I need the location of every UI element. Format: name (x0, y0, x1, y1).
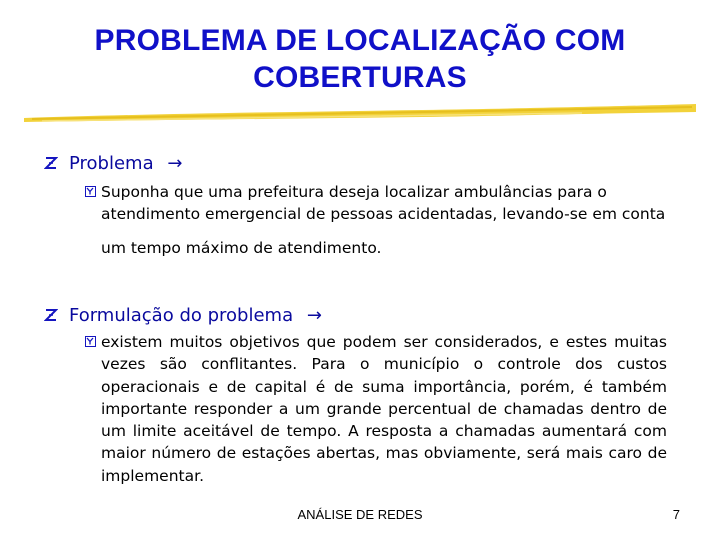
title-underline-brushstroke (22, 100, 698, 124)
text-line: existem muitos objetivos que podem ser considerados, e estes muitas (101, 333, 667, 351)
text-line: um tempo máximo de atendimento. (101, 238, 382, 257)
title-line-2: COBERTURAS (253, 61, 467, 94)
text-line: um limite aceitável de tempo. A resposta a chamadas aumentará com (101, 422, 667, 441)
bullet-label-formulacao: Formulação do problema (69, 305, 294, 326)
slide-title (20, 22, 700, 96)
arrow-right-icon: → (306, 305, 322, 326)
text-line: operacionais e de capital é de suma importância, porém, é também (101, 377, 667, 396)
y-checkbox-bullet-icon (85, 186, 96, 197)
y-checkbox-bullet-icon (85, 336, 96, 347)
footer-label: ANÁLISE DE REDES (297, 507, 423, 522)
text-line: maior número de estações abertas, mas obviamente, será mais caro de (101, 444, 667, 463)
arrow-right-icon: → (167, 153, 183, 174)
bullet-label-problema: Problema (69, 153, 154, 174)
z-bullet-icon (44, 308, 58, 322)
text-line: implementar. (101, 466, 204, 485)
text-line: vezes são conflitantes. Para o município o controle dos custos (101, 355, 667, 374)
text-line: Suponha que uma prefeitura deseja localizar ambulâncias para o (101, 183, 607, 201)
z-bullet-icon (44, 156, 58, 170)
text-line: atendimento emergencial de pessoas acidentadas, levando-se em conta (101, 205, 666, 224)
title-line-1: PROBLEMA DE LOCALIZAÇÃO COM (94, 24, 626, 57)
subbullet-text-problema (101, 181, 667, 259)
page-number: 7 (672, 507, 680, 522)
text-line: importante responder a um grande percentual de chamadas dentro de (101, 399, 667, 418)
subbullet-text-formulacao (101, 331, 667, 487)
